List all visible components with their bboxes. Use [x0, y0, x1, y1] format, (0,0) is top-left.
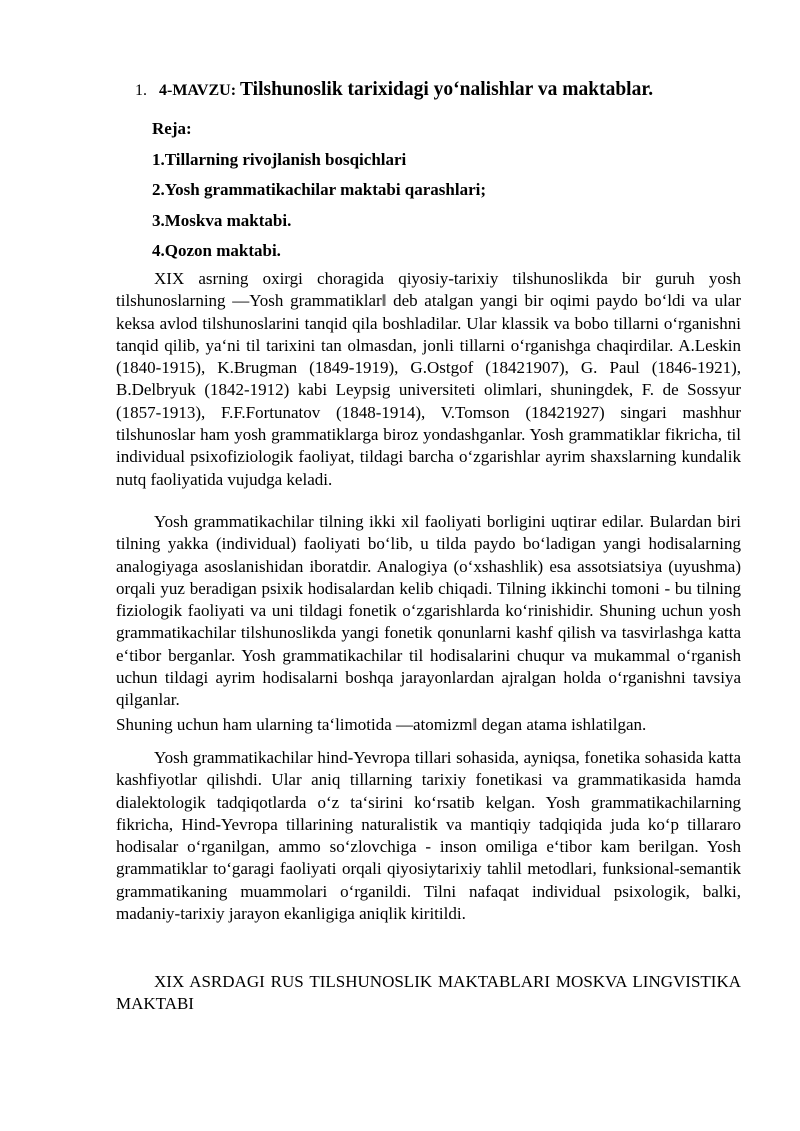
paragraph-language-activities: [116, 511, 741, 712]
section-heading-moscow-school: [116, 971, 741, 1016]
paragraph-atomism: [116, 714, 741, 736]
paragraph-text: Yosh grammatikachilar tilning ikki xil faoliyati borligini uqtirar edilar. Bulardan biri tilning yakka (individual) faoliyati bo‘lib, u tilda paydo bo‘ladigan yangi hodisalarning analogiyaga asoslanishidan iboratdir. Analogiya (o‘xshashlik) esa assotsiatsiya (uyushma) orqali yuz beradigan psixik hodisalardan kelib chiqadi. Tilning ikkinchi tomoni - bu tilning fiziologik faoliyati va uni tildagi fonetik o‘zgarishlarda ko‘rinishidir. Shuning uchun yosh grammatikachilar tilshunoslikda yangi fonetik qonunlarni kashf qilish va tasvirlashga katta e‘tibor berganlar. Yosh grammatikachilar til hodisalarini chuqur va mukammal o‘rganish uchun tildagi ayrim hodisalarni boshqa jarayonlardan ajralgan holda o‘rganishni tavsiya qilganlar.: [116, 512, 741, 710]
plan-item-1: 1.Tillarning rivojlanish bosqichlari: [152, 149, 407, 169]
plan-item-4: 4.Qozon maktabi.: [152, 241, 281, 261]
plan-label: Reja:: [152, 119, 192, 138]
topic-heading: [135, 79, 653, 101]
plan-item-3: 3.Moskva maktabi.: [152, 210, 292, 230]
paragraph-text: Yosh grammatikachilar hind-Yevropa tillari sohasida, ayniqsa, fonetika sohasida katta kashfiyotlar qilishdi. Ular aniq tillarning tarixiy fonetikasi va grammatikasida hamda dialektologik tadqiqotlarda o‘z ta‘sirini ko‘rsatib kelgan. Yosh grammatikachilarning fikricha, Hind-Yevropa tillarining naturalistik va mantiqiy tadqiqida juda ko‘p tillararo hodisalar o‘rganilgan, ammo so‘zlovchiga - inson omiliga e‘tibor kam berilgan. Yosh grammatiklar to‘garagi faoliyati orqali qiyosiytarixiy tahlil metodlari, funksional-semantik grammatikaning muammolari o‘rganildi. Tilni nafaqat individual psixologik, balki, madaniy-tarixiy jarayon ekanligiga aniqlik kiritildi.: [116, 748, 741, 924]
heading-number: 1.: [135, 82, 147, 99]
paragraph-discoveries: [116, 747, 741, 925]
paragraph-young-grammarians-intro: [116, 268, 741, 491]
heading-prefix: 4-MAVZU:: [159, 82, 237, 99]
paragraph-text: Shuning uchun ham ularning ta‘limotida ―atomizm‖ degan atama ishlatilgan.: [116, 715, 647, 734]
plan-item-2: 2.Yosh grammatikachilar maktabi qarashlari;: [152, 180, 487, 200]
paragraph-text: XIX asrning oxirgi choragida qiyosiy-tarixiy tilshunoslikda bir guruh yosh tilshunoslarning ―Yosh grammatiklar‖ deb atalgan yangi bir oqimi paydo bo‘ldi va ular keksa avlod tilshunoslarini tanqid qila boshladilar. Ular klassik va bobo tillarni o‘rganishni tanqid qilib, ya‘ni til tarixini tan olmasdan, jonli tillarni o‘rganishga chaqirdilar. A.Leskin (1840-1915), K.Brugman (1849-1919), G.Ostgof (18421907), G. Paul (1846-1921), B.Delbryuk (1842-1912) kabi Leypsig universiteti olimlari, shuningdek, F. de Sossyur (1857-1913), F.F.Fortunatov (1848-1914), V.Tomson (18421927) singari mashhur tilshunoslar ham yosh grammatiklarga biroz yondashganlar. Yosh grammatiklar fikricha, til individual psixofiziologik faoliyat, tildagi barcha o‘zgarishlar ayrim shaxslarning kundalik nutq faoliyatida vujudga keladi.: [116, 269, 741, 489]
heading-title: Tilshunoslik tarixidagi yo‘nalishlar va maktablar.: [240, 79, 654, 100]
paragraph-text: XIX ASRDAGI RUS TILSHUNOSLIK MAKTABLARI MOSKVA LINGVISTIKA MAKTABI: [116, 972, 741, 1014]
plan-section: [152, 114, 486, 267]
